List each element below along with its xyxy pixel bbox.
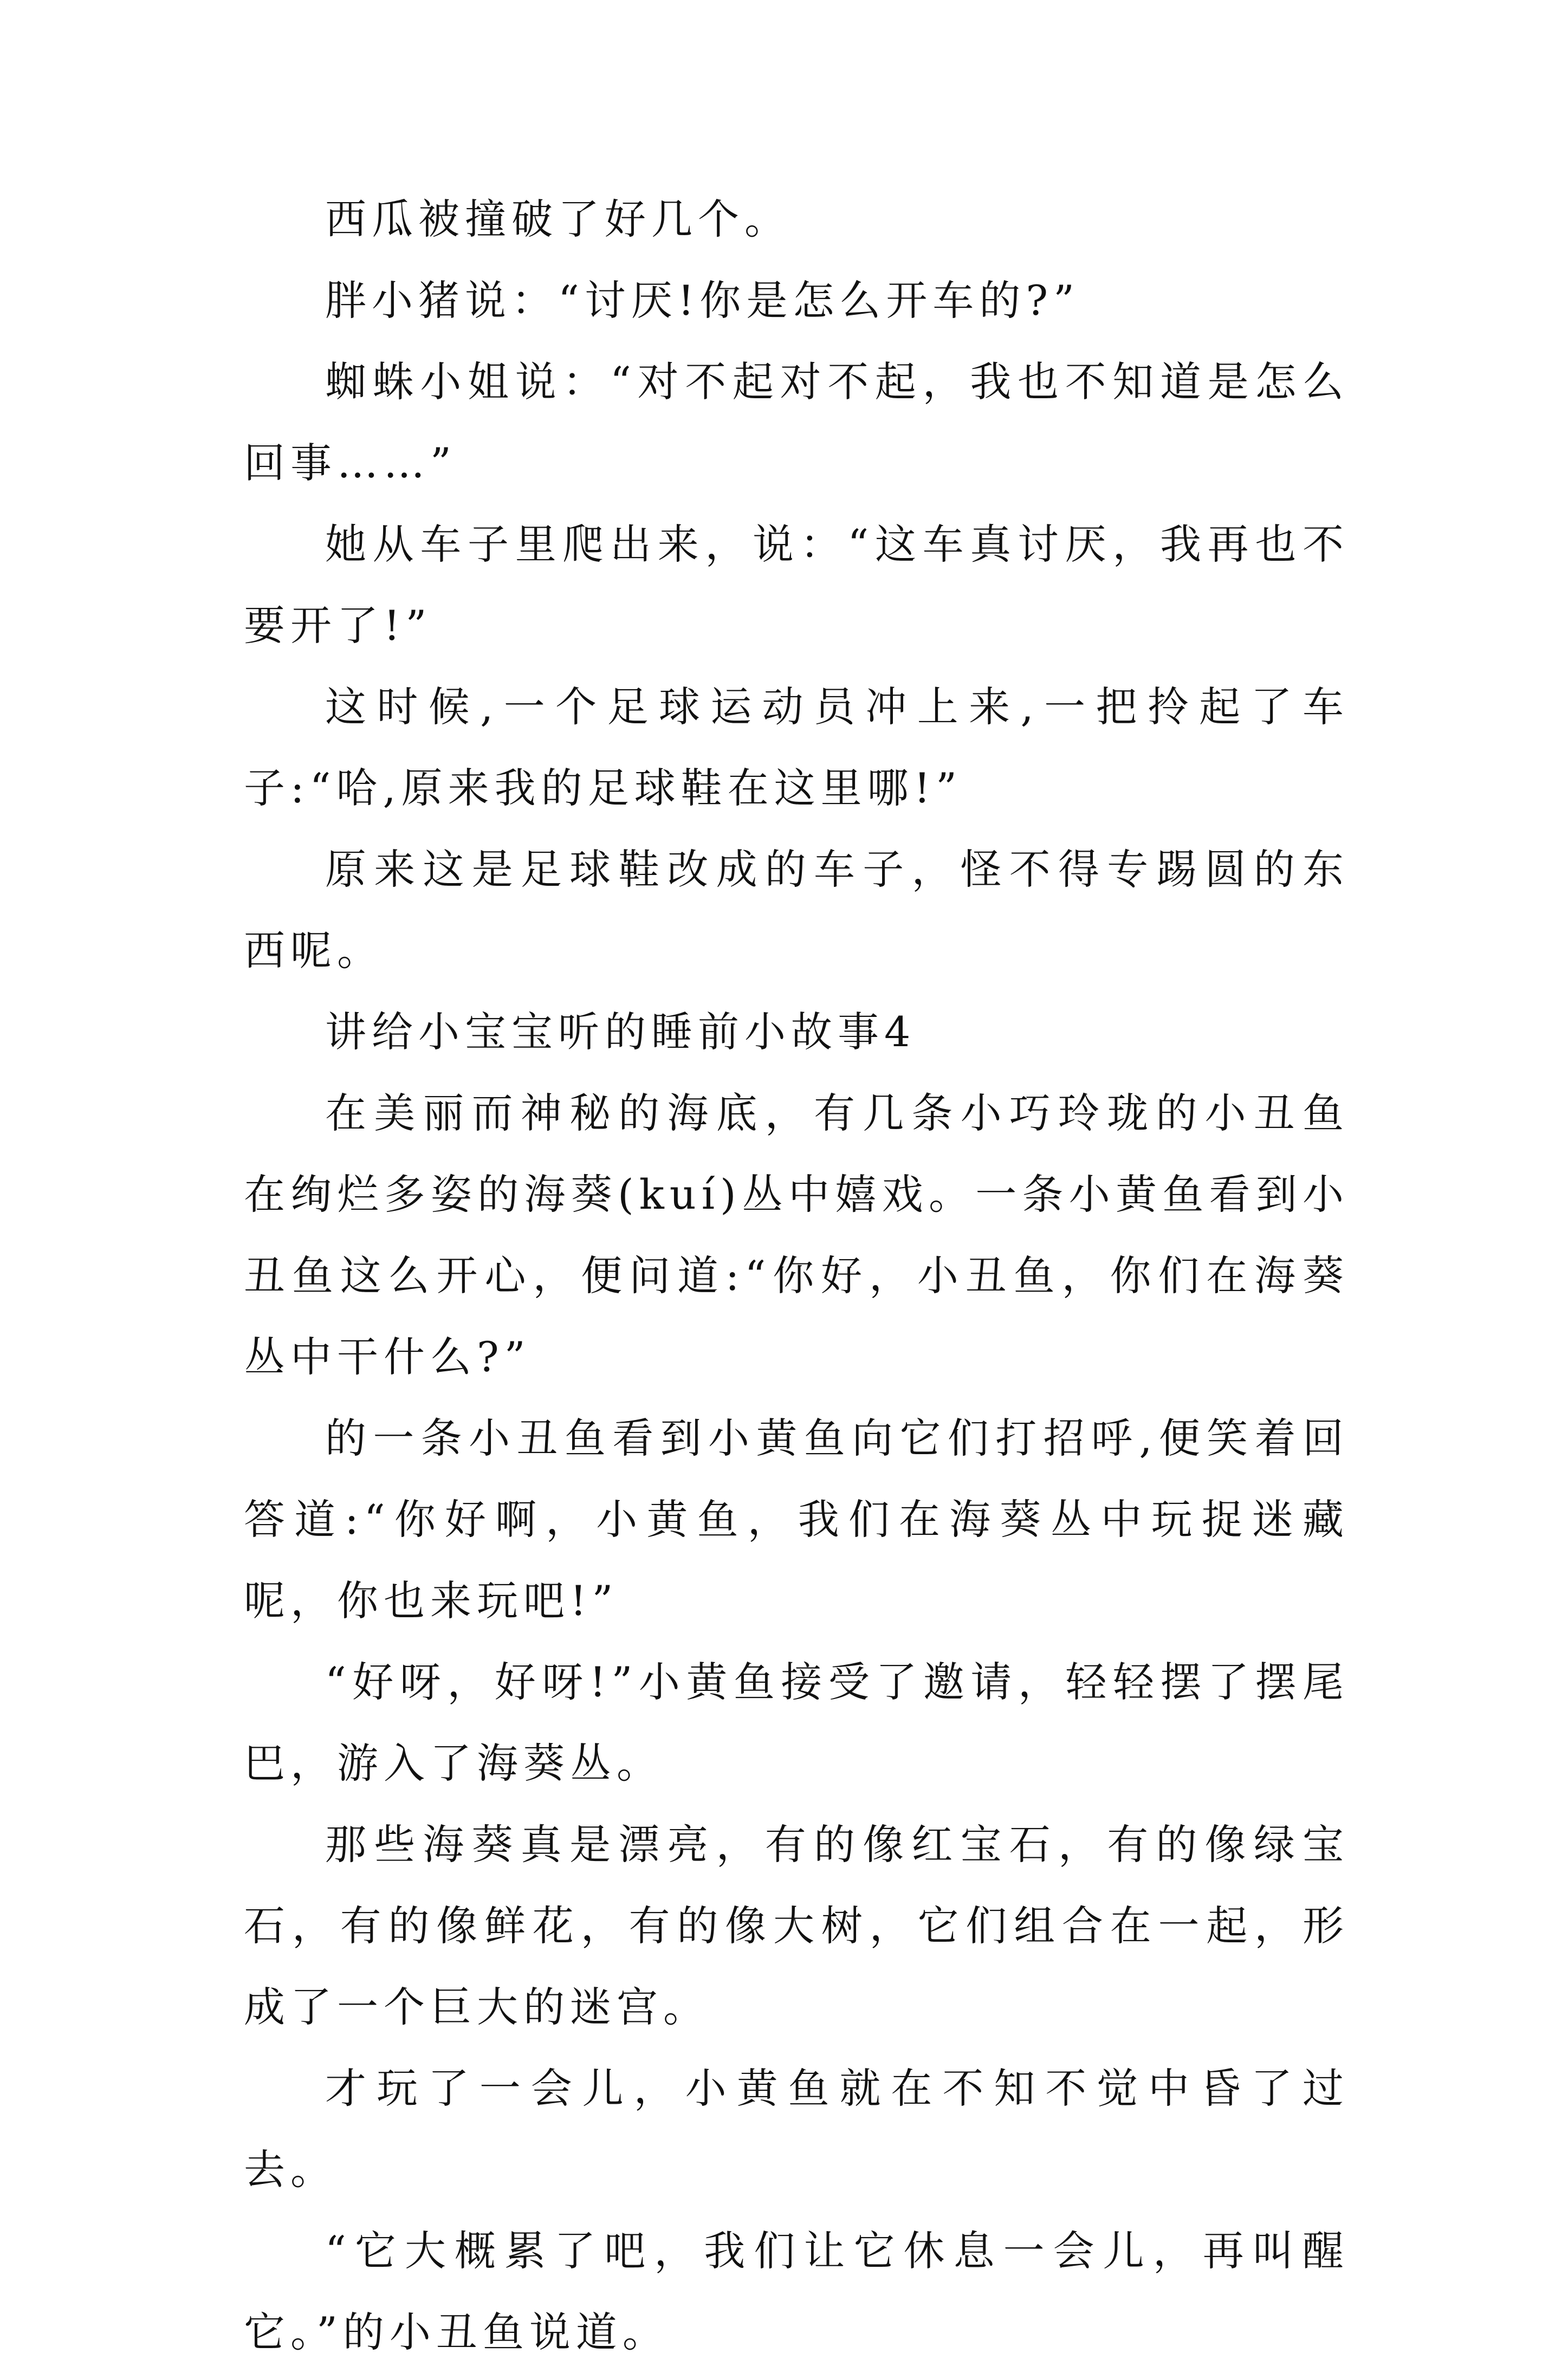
paragraph-1: 西瓜被撞破了好几个。	[325, 195, 791, 243]
paragraph-13: “它大概累了吧，我们让它休息一会儿，再叫醒它。”的小丑鱼说道。	[244, 2227, 1349, 2356]
paragraph-10: “好呀，好呀!”小黄鱼接受了邀请，轻轻摆了摆尾巴，游入了海葵丛。	[244, 1658, 1349, 1787]
paragraph-8: 在美丽而神秘的海底，有几条小巧玲珑的小丑鱼在绚烂多姿的海葵(kuí)丛中嬉戏。一条小黄鱼看到小丑鱼这么开心，便问道:“你好，小丑鱼，你们在海葵丛中干什么?”	[244, 1089, 1349, 1381]
paragraph-3: 蜘蛛小姐说：“对不起对不起，我也不知道是怎么回事……”	[244, 358, 1349, 487]
paragraph-5: 这时候,一个足球运动员冲上来,一把拎起了车子:“哈,原来我的足球鞋在这里哪!”	[244, 683, 1349, 812]
story-heading: 讲给小宝宝听的睡前小故事4	[325, 1008, 916, 1056]
document-body	[244, 179, 1349, 2373]
paragraph-11: 那些海葵真是漂亮，有的像红宝石，有的像绿宝石，有的像鲜花，有的像大树，它们组合在一起，形成了一个巨大的迷宫。	[244, 1820, 1349, 2031]
paragraph-12: 才玩了一会儿，小黄鱼就在不知不觉中昏了过去。	[244, 2064, 1349, 2194]
paragraph-6: 原来这是足球鞋改成的车子，怪不得专踢圆的东西呢。	[244, 845, 1349, 975]
paragraph-4: 她从车子里爬出来，说：“这车真讨厌，我再也不要开了!”	[244, 520, 1349, 650]
paragraph-2: 胖小猪说：“讨厌!你是怎么开车的?”	[325, 276, 1080, 325]
paragraph-9: 的一条小丑鱼看到小黄鱼向它们打招呼,便笑着回答道:“你好啊，小黄鱼，我们在海葵丛中玩捉迷藏呢，你也来玩吧!”	[244, 1414, 1349, 1625]
